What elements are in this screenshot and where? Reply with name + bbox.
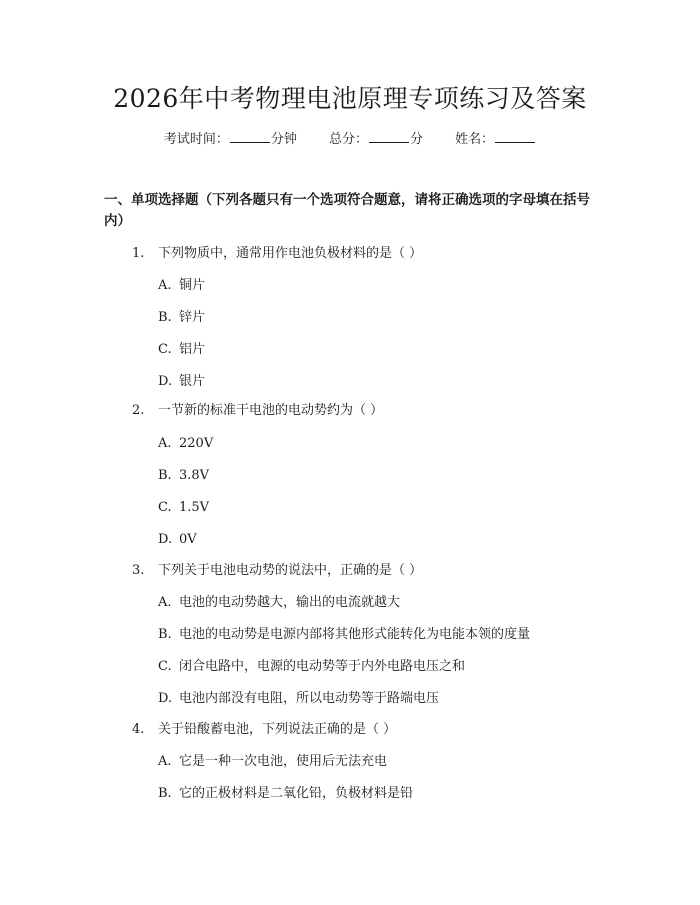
option-letter: A. [158,278,172,293]
question-text: 一节新的标准干电池的电动势约为（ ） [158,403,384,418]
question-4 [132,720,396,740]
total-score-unit: 分 [410,132,424,147]
option-letter: B. [158,627,172,642]
option-text: 铜片 [179,278,206,293]
option-letter: B. [158,468,172,483]
option-text: 电池的电动势是电源内部将其他形式能转化为电能本领的度量 [179,627,531,642]
option-3a[interactable] [158,593,400,613]
option-4b[interactable] [158,784,413,804]
option-letter: C. [158,500,172,515]
question-number: 2. [132,403,145,418]
option-text: 铝片 [179,342,206,357]
total-score-label: 总分： [328,132,368,147]
question-text: 下列物质中，通常用作电池负极材料的是（ ） [158,246,423,261]
option-letter: A. [158,754,172,769]
option-text: 电池的电动势越大，输出的电流就越大 [179,595,401,610]
option-text: 银片 [179,374,206,389]
exam-time-label: 考试时间： [163,132,229,147]
option-text: 锌片 [179,310,206,325]
question-2 [132,401,383,421]
student-name-label: 姓名： [455,132,495,147]
option-1b[interactable] [158,308,205,328]
option-text: 闭合电路中，电源的电动势等于内外电路电压之和 [179,659,466,674]
option-letter: C. [158,659,172,674]
option-letter: D. [158,691,173,706]
option-4a[interactable] [158,752,387,772]
question-number: 1. [132,246,145,261]
section-heading: 一、单项选择题（下列各题只有一个选项符合题意，请将正确选项的字母填在括号内） [104,192,590,229]
option-2b[interactable] [158,466,209,486]
option-text: 电池内部没有电阻，所以电动势等于路端电压 [179,691,440,706]
option-2c[interactable] [158,498,209,518]
option-text: 0V [179,532,197,547]
option-text: 3.8V [179,468,210,483]
option-1d[interactable] [158,372,205,392]
option-3b[interactable] [158,625,530,645]
option-letter: D. [158,532,173,547]
option-letter: A. [158,436,172,451]
exam-time-field [164,130,297,150]
total-score-field [329,130,423,150]
option-letter: B. [158,310,172,325]
option-1c[interactable] [158,340,205,360]
question-text: 关于铅酸蓄电池，下列说法正确的是（ ） [158,722,397,737]
question-number: 4. [132,722,145,737]
option-letter: C. [158,342,172,357]
option-text: 1.5V [179,500,210,515]
page-title: 2026年中考物理电池原理专项练习及答案 [113,84,587,113]
question-1 [132,244,422,264]
exam-info-line [0,130,700,150]
student-name-blank[interactable] [495,130,535,143]
option-letter: D. [158,374,173,389]
option-text: 它是一种一次电池，使用后无法充电 [179,754,388,769]
total-score-blank[interactable] [369,130,409,143]
exam-time-unit: 分钟 [270,132,297,147]
option-text: 它的正极材料是二氧化铅，负极材料是铅 [179,786,414,801]
option-2a[interactable] [158,434,213,454]
option-3c[interactable] [158,657,465,677]
option-2d[interactable] [158,530,197,550]
exam-time-blank[interactable] [230,130,270,143]
option-text: 220V [179,436,214,451]
option-letter: A. [158,595,172,610]
option-3d[interactable] [158,689,439,709]
question-3 [132,561,422,581]
option-1a[interactable] [158,276,205,296]
student-name-field [455,130,536,150]
option-letter: B. [158,786,172,801]
question-number: 3. [132,563,145,578]
question-text: 下列关于电池电动势的说法中，正确的是（ ） [158,563,423,578]
